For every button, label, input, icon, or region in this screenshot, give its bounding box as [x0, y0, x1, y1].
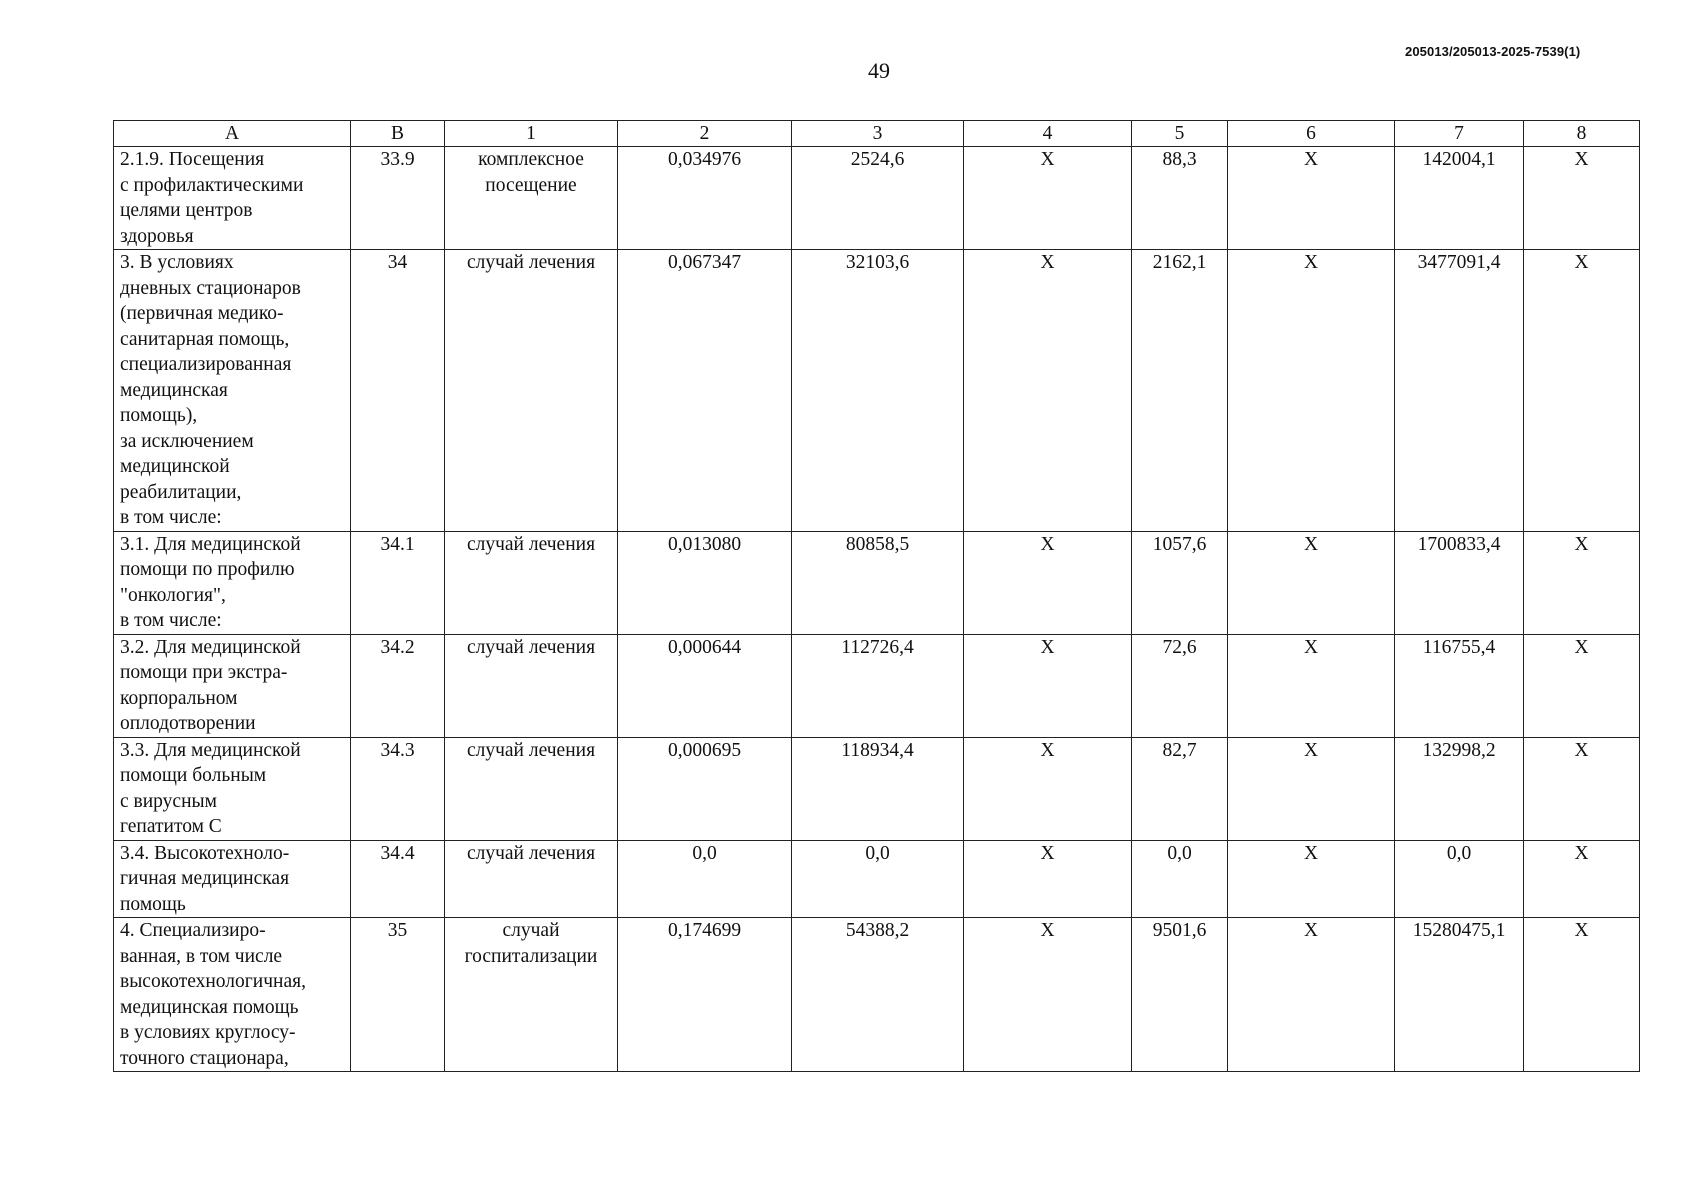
cell-col-5: 88,3	[1132, 147, 1228, 250]
cell-col-4: Х	[964, 147, 1132, 250]
column-header-3: 3	[792, 121, 964, 147]
cell-col-6: Х	[1228, 147, 1395, 250]
cell-col-3: 80858,5	[792, 531, 964, 634]
cell-col-4: Х	[964, 531, 1132, 634]
cell-col-8: Х	[1524, 531, 1640, 634]
cell-col-2: 0,000695	[618, 737, 792, 840]
cell-col-8: Х	[1524, 250, 1640, 532]
cell-name: 3.2. Для медицинской помощи при экстра- корпоральном оплодотворении	[114, 634, 351, 737]
cell-unit: случай лечения	[445, 737, 618, 840]
column-header-a: А	[114, 121, 351, 147]
cell-unit: случай лечения	[445, 250, 618, 532]
cell-col-2: 0,174699	[618, 918, 792, 1072]
cell-line-code: 34	[351, 250, 445, 532]
cell-col-8: Х	[1524, 737, 1640, 840]
cell-col-3: 32103,6	[792, 250, 964, 532]
table-row	[114, 250, 1640, 532]
cell-col-3: 0,0	[792, 840, 964, 918]
cell-col-2: 0,0	[618, 840, 792, 918]
cell-col-5: 9501,6	[1132, 918, 1228, 1072]
table-row	[114, 634, 1640, 737]
cell-name: 3. В условиях дневных стационаров (первичная медико- санитарная помощь, специализированная медицинская помощь), за исключением медицинской реабилитации, в том числе:	[114, 250, 351, 532]
cell-unit: случай госпитализации	[445, 918, 618, 1072]
cell-col-8: Х	[1524, 634, 1640, 737]
table-row	[114, 918, 1640, 1072]
cell-col-7: 1700833,4	[1395, 531, 1524, 634]
column-header-4: 4	[964, 121, 1132, 147]
cell-col-5: 72,6	[1132, 634, 1228, 737]
cell-col-3: 118934,4	[792, 737, 964, 840]
column-header-6: 6	[1228, 121, 1395, 147]
cell-col-2: 0,013080	[618, 531, 792, 634]
cell-name: 2.1.9. Посещения с профилактическими целями центров здоровья	[114, 147, 351, 250]
cell-name: 3.3. Для медицинской помощи больным с вирусным гепатитом С	[114, 737, 351, 840]
column-header-b: В	[351, 121, 445, 147]
header-row	[114, 121, 1640, 147]
cell-col-3: 54388,2	[792, 918, 964, 1072]
cell-line-code: 33.9	[351, 147, 445, 250]
cell-col-5: 1057,6	[1132, 531, 1228, 634]
cell-unit: случай лечения	[445, 634, 618, 737]
document-id: 205013/205013-2025-7539(1)	[1405, 44, 1581, 59]
cell-col-5: 2162,1	[1132, 250, 1228, 532]
cell-col-2: 0,067347	[618, 250, 792, 532]
cell-unit: случай лечения	[445, 531, 618, 634]
cell-col-6: Х	[1228, 737, 1395, 840]
column-header-7: 7	[1395, 121, 1524, 147]
cell-line-code: 34.2	[351, 634, 445, 737]
cell-name: 3.4. Высокотехноло- гичная медицинская помощь	[114, 840, 351, 918]
column-header-5: 5	[1132, 121, 1228, 147]
cell-col-4: Х	[964, 840, 1132, 918]
cell-col-5: 82,7	[1132, 737, 1228, 840]
cell-col-6: Х	[1228, 918, 1395, 1072]
cell-col-7: 0,0	[1395, 840, 1524, 918]
column-header-1: 1	[445, 121, 618, 147]
table-row	[114, 531, 1640, 634]
cell-col-7: 132998,2	[1395, 737, 1524, 840]
cell-col-8: Х	[1524, 840, 1640, 918]
cell-line-code: 35	[351, 918, 445, 1072]
cell-name: 3.1. Для медицинской помощи по профилю "онкология", в том числе:	[114, 531, 351, 634]
table-row	[114, 840, 1640, 918]
cell-col-7: 142004,1	[1395, 147, 1524, 250]
cell-col-6: Х	[1228, 250, 1395, 532]
cell-col-6: Х	[1228, 634, 1395, 737]
cell-line-code: 34.3	[351, 737, 445, 840]
cell-col-2: 0,000644	[618, 634, 792, 737]
column-header-8: 8	[1524, 121, 1640, 147]
cell-col-4: Х	[964, 737, 1132, 840]
cell-col-7: 3477091,4	[1395, 250, 1524, 532]
cell-col-6: Х	[1228, 840, 1395, 918]
cell-line-code: 34.4	[351, 840, 445, 918]
cell-col-7: 15280475,1	[1395, 918, 1524, 1072]
cell-col-5: 0,0	[1132, 840, 1228, 918]
cell-col-4: Х	[964, 250, 1132, 532]
cell-col-6: Х	[1228, 531, 1395, 634]
cell-col-8: Х	[1524, 918, 1640, 1072]
table-row	[114, 147, 1640, 250]
cell-col-4: Х	[964, 918, 1132, 1072]
cell-col-4: Х	[964, 634, 1132, 737]
cell-unit: комплексное посещение	[445, 147, 618, 250]
page-number: 49	[868, 58, 890, 83]
cell-col-7: 116755,4	[1395, 634, 1524, 737]
cell-line-code: 34.1	[351, 531, 445, 634]
cell-name: 4. Специализиро- ванная, в том числе высокотехнологичная, медицинская помощь в условиях круглосу- точного стационара,	[114, 918, 351, 1072]
cell-col-3: 2524,6	[792, 147, 964, 250]
column-header-2: 2	[618, 121, 792, 147]
data-table	[113, 120, 1640, 1072]
cell-col-2: 0,034976	[618, 147, 792, 250]
cell-col-8: Х	[1524, 147, 1640, 250]
table-row	[114, 737, 1640, 840]
cell-col-3: 112726,4	[792, 634, 964, 737]
cell-unit: случай лечения	[445, 840, 618, 918]
